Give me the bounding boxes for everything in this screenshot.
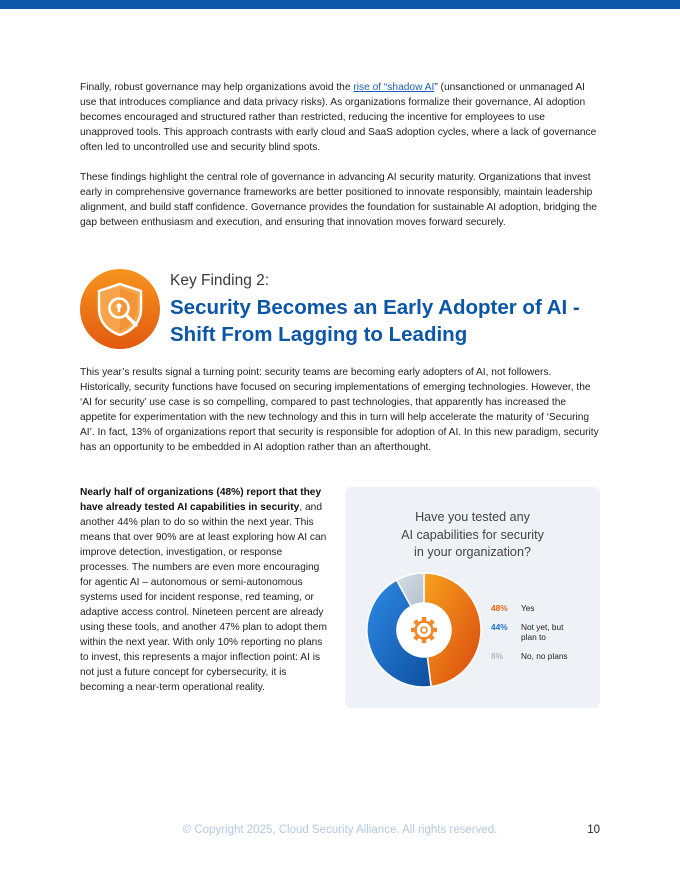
paragraph-turning-point: This year’s results signal a turning point: security teams are becoming early adopters of AI, not followers. Historically, security functions have focused on securing implementations of emerging technologies. However, the ‘AI for security’ use case is so compelling, compared to past technologies, that apparently has increased the appetite for experimentation with the new technology and this in turn will help accelerate the maturity of ‘Securing AI’. In fact, 13% of organizations report that security is responsible for adoption of AI. In this new paradigm, security has an opportunity to be embedded in AI adoption rather than an afterthought. [80,367,599,453]
paragraph-text: , and another 44% plan to do so within the next year. This means that over 90% are at least exploring how AI can improve detection, investigation, or response processes. The numbers are even more encouraging for agentic AI – autonomous or semi-autonomous systems used for incident response, red teaming, or adaptive access control. Nineteen percent are already using these tools, and another 47% plan to adopt them within the next year. With only 10% reporting no plans to invest, this represents a major inflection point: AI is not just a future concept for cybersecurity, it is becoming a near-term operational reality. [80,502,327,693]
chart-card [345,487,600,708]
top-accent-bar [0,0,680,9]
paragraph-governance: These findings highlight the central role of governance in advancing AI security maturity. Organizations that invest early in comprehensive governance frameworks are better positioned to innovate responsibly, maintain leadership alignment, and build staff confidence. Governance provides the foundation for sustainable AI adoption, bridging the gap between enthusiasm and execution, and ensuring that innovation moves forward securely. [80,172,597,228]
legend-label: No, no plans [521,651,568,661]
paragraph-text: ” (unsanctioned or unmanaged AI use that introduces compliance and data privacy risks). As organizations formalize their governance, AI adoption becomes encouraged and structured rather than restricted, reducing the incentive for employees to use unapproved tools. This approach contrasts with early cloud and SaaS adoption cycles, where a lack of governance often led to uncontrolled use and security blind spots. [80,82,597,153]
key-finding-label: Key Finding 2: [170,272,270,289]
legend-label: Yes [521,603,535,613]
chart-title-line: Have you tested any [415,510,530,524]
donut-chart [345,487,600,708]
paragraph-survey-results [80,485,330,695]
legend-label: Not yet, but plan to [521,622,564,642]
legend-value: 8% [491,651,503,661]
copyright-footer: © Copyright 2025, Cloud Security Alliance. All rights reserved. [182,824,498,836]
paragraph-shadow-ai [80,80,600,155]
page-number: 10 [587,824,600,836]
shadow-ai-link[interactable]: rise of “shadow AI [353,82,435,93]
donut-hole [398,604,451,657]
chart-title-line: AI capabilities for security [401,527,544,542]
key-finding-title: Security Becomes an Early Adopter of AI - Shift From Lagging to Leading [170,296,580,346]
shield-search-icon [80,269,160,349]
legend-value: 48% [491,603,508,613]
paragraph-text: Finally, robust governance may help organizations avoid the [80,82,354,93]
highlight-text: Nearly half of organizations (48%) report that they have already tested AI capabilities in security [80,487,322,513]
legend-value: 44% [491,622,508,632]
chart-title-line: in your organization? [414,545,531,559]
